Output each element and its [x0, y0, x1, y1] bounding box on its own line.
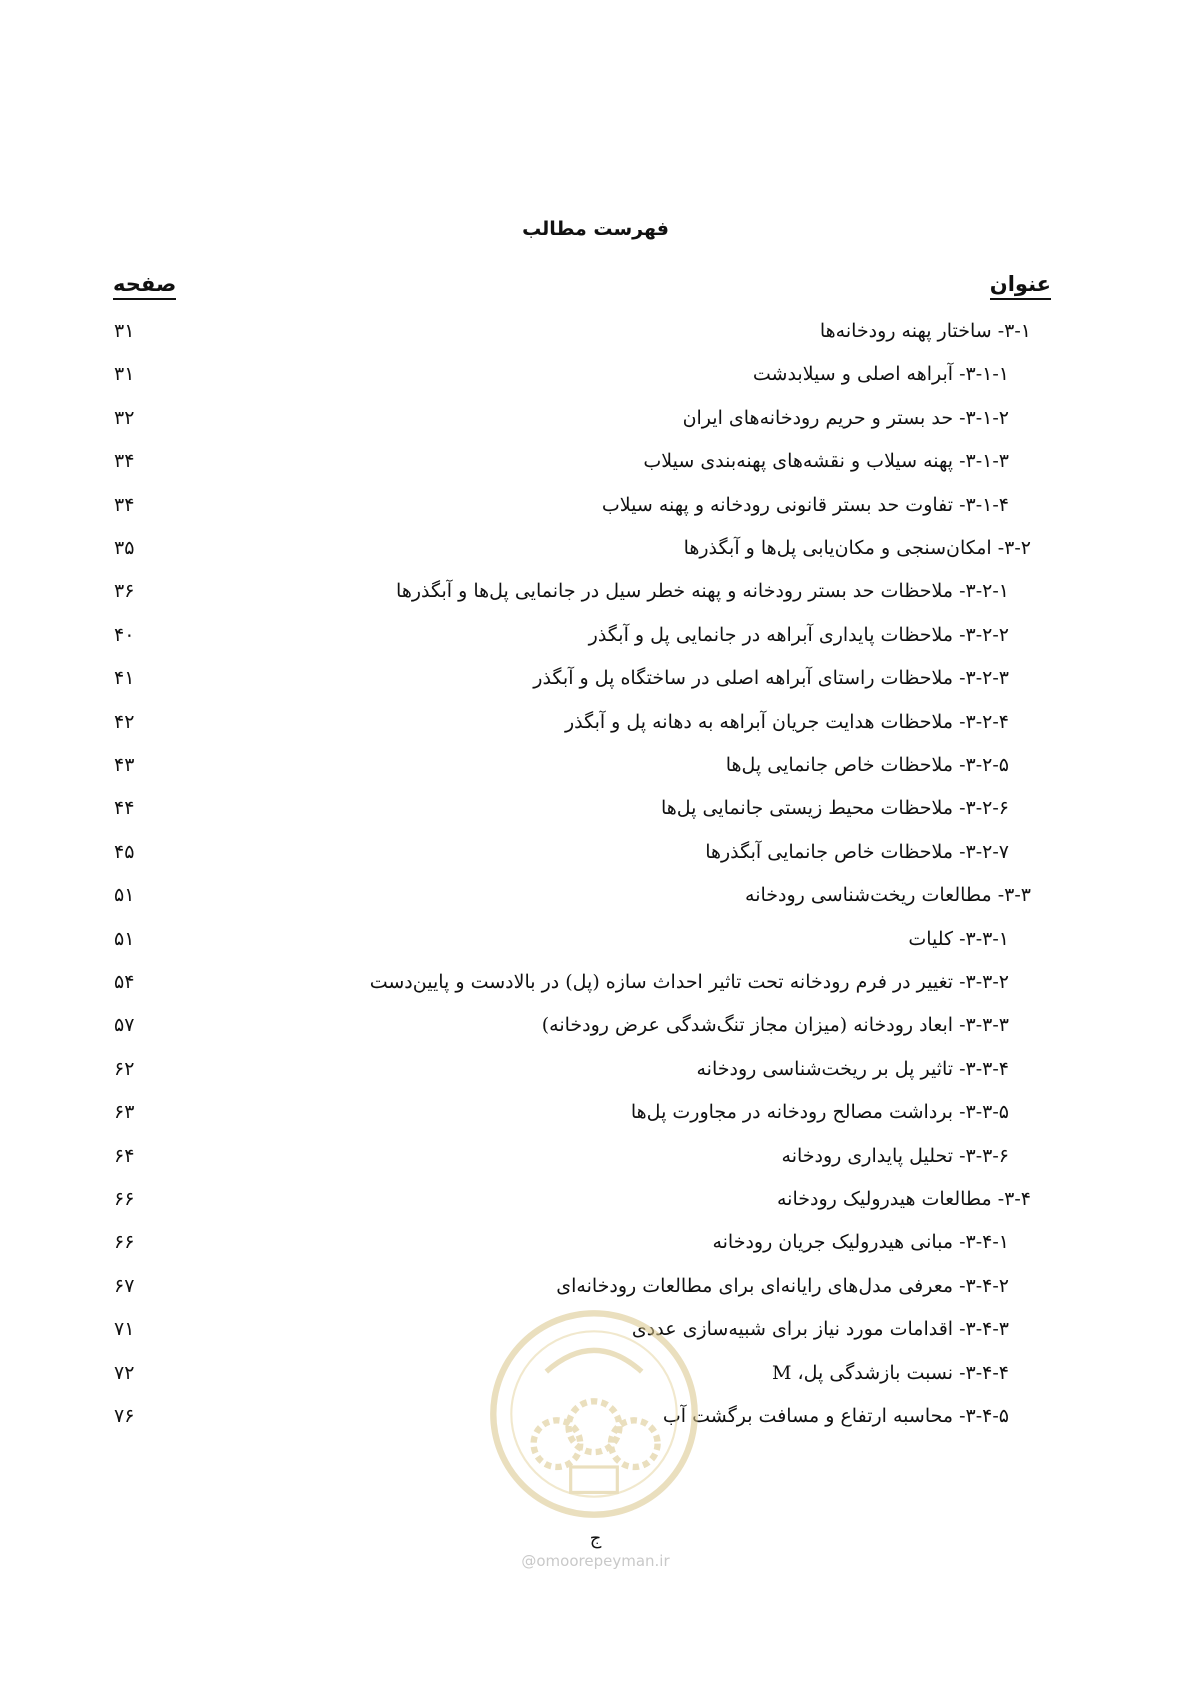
toc-entry	[0, 1180, 1191, 1226]
column-header-page: صفحه	[113, 272, 176, 300]
toc-entry-page: ۶۳	[114, 1101, 135, 1124]
toc-entry-page: ۶۲	[114, 1057, 135, 1080]
toc-entry-page: ۴۲	[114, 710, 135, 733]
toc-entry-page: ۵۷	[114, 1014, 135, 1037]
toc-entry	[0, 529, 1191, 575]
toc-entry	[0, 616, 1191, 662]
toc-entry-title: ۳-۴- مطالعات هیدرولیک رودخانه	[777, 1188, 1031, 1210]
toc-entry-title: ۳-۳-۶- تحلیل پایداری رودخانه	[781, 1144, 1009, 1167]
toc-entry-title: ۳-۳- مطالعات ریخت‌شناسی رودخانه	[745, 884, 1031, 907]
toc-entry	[0, 1050, 1191, 1096]
toc-entry	[0, 312, 1191, 358]
toc-entry-page: ۷۱	[114, 1318, 135, 1341]
toc-entry-title: ۳-۴-۱- مبانی هیدرولیک جریان رودخانه	[712, 1231, 1009, 1254]
toc-entry	[0, 1137, 1191, 1183]
toc-entry-page: ۵۱	[114, 884, 135, 907]
toc-entry	[0, 1267, 1191, 1313]
toc-entry	[0, 963, 1191, 1009]
toc-entry-title: ۳-۳-۲- تغییر در فرم رودخانه تحت تاثیر احداث سازه (پل) در بالادست و پایین‌دست	[369, 971, 1009, 993]
toc-entry-title: ۳-۴-۵- محاسبه ارتفاع و مسافت برگشت آب	[662, 1405, 1009, 1427]
toc-entry	[0, 703, 1191, 749]
toc-entry-page: ۶۷	[114, 1274, 135, 1297]
toc-entry-title: ۳-۲-۷- ملاحظات خاص جانمایی آبگذرها	[705, 840, 1009, 863]
toc-entry-title: ۳-۲- امکان‌سنجی و مکان‌یابی پل‌ها و آبگذرها	[683, 537, 1031, 559]
toc-entry	[0, 442, 1191, 488]
toc-entry	[0, 833, 1191, 879]
toc-entry-title: ۳-۴-۳- اقدامات مورد نیاز برای شبیه‌سازی عددی	[631, 1318, 1009, 1341]
toc-entry	[0, 355, 1191, 401]
toc-entry-page: ۳۵	[114, 537, 135, 559]
toc-entry-title: ۳-۳-۳- ابعاد رودخانه (میزان مجاز تنگ‌شدگی عرض رودخانه)	[541, 1014, 1009, 1037]
toc-entry-title: ۳-۳-۵- برداشت مصالح رودخانه در مجاورت پل‌ها	[630, 1101, 1009, 1124]
watermark-site: @omoorepeyman.ir	[521, 1552, 670, 1570]
watermark-logo-icon	[488, 1308, 700, 1520]
toc-entry-page: ۷۶	[114, 1405, 135, 1427]
toc-entry-title: ۳-۱-۱- آبراهه اصلی و سیلابدشت	[752, 363, 1009, 386]
toc-entry	[0, 920, 1191, 966]
toc-entry-page: ۴۵	[114, 840, 135, 863]
toc-entry-title: ۳-۲-۶- ملاحظات محیط زیستی جانمایی پل‌ها	[660, 797, 1009, 820]
toc-entry-page: ۳۴	[114, 493, 135, 516]
toc-entry	[0, 399, 1191, 445]
page-number-footer: ج	[589, 1528, 602, 1549]
toc-entry-page: ۳۴	[114, 450, 135, 473]
toc-entry	[0, 486, 1191, 532]
toc-entry	[0, 746, 1191, 792]
toc-entry-page: ۳۱	[114, 320, 135, 342]
toc-entry-title: ۳-۲-۵- ملاحظات خاص جانمایی پل‌ها	[725, 754, 1009, 776]
column-header-title: عنوان	[990, 272, 1051, 300]
toc-entry-title: ۳-۱-۴- تفاوت حد بستر قانونی رودخانه و پهنه سیلاب	[601, 493, 1009, 516]
toc-entry-page: ۳۱	[114, 363, 135, 386]
toc-entry-page: ۳۲	[114, 406, 135, 429]
toc-entry-title: ۳-۲-۳- ملاحظات راستای آبراهه اصلی در ساختگاه پل و آبگذر	[533, 667, 1009, 690]
page-title: فهرست مطالب	[522, 218, 669, 240]
toc-entry	[0, 1093, 1191, 1139]
toc-entry-title: ۳-۴-۴- نسبت بازشدگی پل، M	[772, 1361, 1009, 1384]
toc-entry-page: ۷۲	[114, 1361, 135, 1384]
toc-entry-page: ۴۰	[114, 623, 135, 646]
toc-entry-page: ۵۱	[114, 927, 135, 950]
toc-entry-title: ۳-۱- ساختار پهنه رودخانه‌ها	[819, 320, 1031, 342]
toc-entry-page: ۶۶	[114, 1188, 135, 1210]
toc-entry	[0, 659, 1191, 705]
toc-entry	[0, 572, 1191, 618]
toc-entry-title: ۳-۲-۲- ملاحظات پایداری آبراهه در جانمایی پل و آبگذر	[588, 623, 1009, 646]
toc-entry-page: ۶۴	[114, 1144, 135, 1167]
toc-entry-title: ۳-۳-۴- تاثیر پل بر ریخت‌شناسی رودخانه	[696, 1057, 1009, 1080]
toc-entry-page: ۴۴	[114, 797, 135, 820]
toc-entry-page: ۴۳	[114, 754, 135, 776]
toc-entry-title: ۳-۱-۳- پهنه سیلاب و نقشه‌های پهنه‌بندی سیلاب	[643, 450, 1009, 473]
toc-entry	[0, 1223, 1191, 1269]
toc-entry-page: ۵۴	[114, 971, 135, 993]
toc-entry-title: ۳-۴-۲- معرفی مدل‌های رایانه‌ای برای مطالعات رودخانه‌ای	[556, 1274, 1009, 1297]
toc-entry-page: ۴۱	[114, 667, 135, 690]
toc-entry-page: ۳۶	[114, 580, 135, 603]
toc-entry-title: ۳-۲-۴- ملاحظات هدایت جریان آبراهه به دهانه پل و آبگذر	[564, 710, 1009, 733]
toc-entry	[0, 789, 1191, 835]
toc-entry	[0, 876, 1191, 922]
toc-entry-title: ۳-۳-۱- کلیات	[908, 927, 1009, 950]
toc-entry-title: ۳-۱-۲- حد بستر و حریم رودخانه‌های ایران	[682, 406, 1009, 429]
toc-entry	[0, 1006, 1191, 1052]
toc-entry-page: ۶۶	[114, 1231, 135, 1254]
toc-entry-title: ۳-۲-۱- ملاحظات حد بستر رودخانه و پهنه خطر سیل در جانمایی پل‌ها و آبگذرها	[396, 580, 1009, 603]
